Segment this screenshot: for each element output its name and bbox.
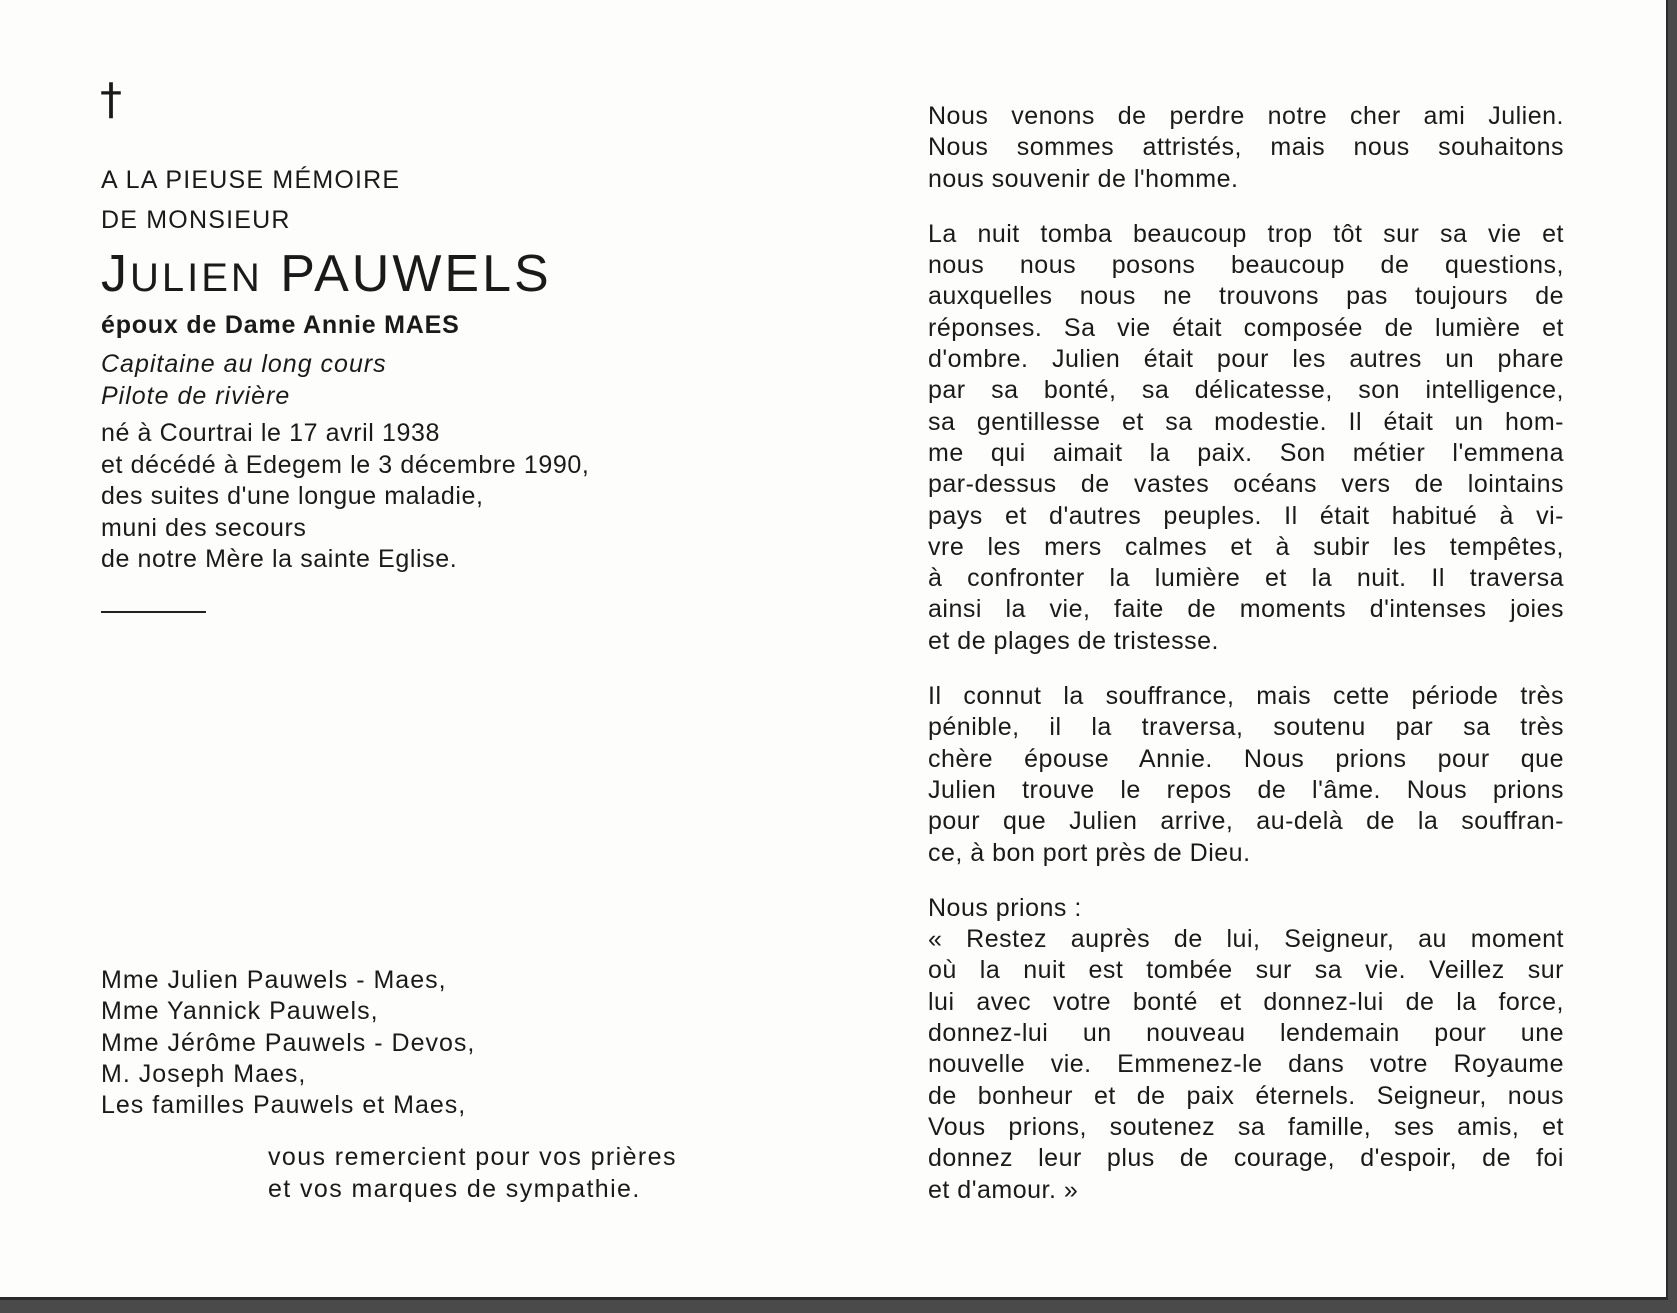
text-line: Julien trouve le repos de l'âme. Nous prions [928, 775, 1564, 804]
text-line: chère épouse Annie. Nous prions pour que [928, 744, 1564, 773]
text-line: nous souvenir de l'homme. [928, 164, 1239, 193]
heading-line-2: DE MONSIEUR [101, 206, 291, 234]
deceased-name [101, 244, 821, 308]
text-line: pays et d'autres peuples. Il était habitué à vi- [928, 501, 1564, 530]
family-member: Mme Jérôme Pauwels - Devos, [101, 1028, 476, 1057]
text-line: me qui aimait la paix. Son métier l'emmena [928, 438, 1564, 467]
heading-line-1: A LA PIEUSE MÉMOIRE [101, 166, 401, 194]
bio-block [101, 418, 821, 576]
bio-line: et décédé à Edegem le 3 décembre 1990, [101, 450, 590, 479]
text-line: d'ombre. Julien était pour les autres un phare [928, 345, 1564, 374]
thanks-line: et vos marques de sympathie. [268, 1174, 641, 1203]
paragraph [928, 101, 1564, 195]
family-member: Mme Julien Pauwels - Maes, [101, 966, 447, 994]
name-last: PAUWELS [280, 245, 552, 303]
text-line: par sa bonté, sa délicatesse, son intelligence, [928, 376, 1564, 405]
text-line: où la nuit est tombée sur sa vie. Veillez sur [928, 956, 1564, 985]
text-line: à confronter la lumière et la nuit. Il traversa [928, 564, 1564, 593]
text-line: ainsi la vie, faite de moments d'intenses joies [928, 595, 1564, 624]
family-member: M. Joseph Maes, [101, 1059, 307, 1088]
bio-line: de notre Mère la sainte Eglise. [101, 545, 458, 573]
text-line: nous nous posons beaucoup de questions, [928, 251, 1564, 280]
text-line: Il connut la souffrance, mais cette période très [928, 682, 1564, 711]
name-first-initial: J [101, 245, 130, 303]
text-line: Nous prions : [928, 893, 1082, 922]
text-line: donnez leur plus de courage, d'espoir, de foi [928, 1144, 1564, 1173]
left-column [101, 160, 821, 576]
family-member: Les familles Pauwels et Maes, [101, 1091, 467, 1120]
name-first-rest: ULIEN [130, 256, 263, 300]
text-line: Vous prions, soutenez sa famille, ses amis, et [928, 1112, 1564, 1141]
text-line: sa gentillesse et sa modestie. Il était un hom- [928, 407, 1564, 436]
text-line: vre les mers calmes et à subir les tempêtes, [928, 532, 1564, 561]
text-line: nouvelle vie. Emmenez-le dans votre Royaume [928, 1050, 1564, 1079]
thanks-line: vous remercient pour vos prières [268, 1143, 677, 1171]
right-column [928, 101, 1564, 1230]
bio-line: né à Courtrai le 17 avril 1938 [101, 419, 441, 447]
text-line: « Restez auprès de lui, Seigneur, au moment [928, 925, 1564, 954]
bio-line: des suites d'une longue maladie, [101, 482, 484, 510]
family-list [101, 965, 475, 1121]
text-line: de bonheur et de paix éternels. Seigneur, nous [928, 1081, 1564, 1110]
text-line: auxquelles nous ne trouvons pas toujours de [928, 282, 1564, 311]
text-line: et de plages de tristesse. [928, 626, 1219, 655]
text-line: La nuit tomba beaucoup trop tôt sur sa vie et [928, 219, 1564, 248]
occupation-line: Capitaine au long cours [101, 350, 387, 378]
spouse-line: époux de Dame Annie MAES [101, 311, 460, 339]
text-line: lui avec votre bonté et donnez-lui de la force, [928, 987, 1564, 1016]
text-line: Nous venons de perdre notre cher ami Julien. [928, 102, 1564, 130]
bio-line: muni des secours [101, 513, 307, 542]
text-line: pour que Julien arrive, au-delà de la souffran- [928, 807, 1564, 836]
text-line: par-dessus de vastes océans vers de lointains [928, 470, 1564, 499]
text-line: ce, à bon port près de Dieu. [928, 838, 1251, 867]
cross-icon: † [100, 74, 122, 125]
occupation-line: Pilote de rivière [101, 382, 291, 410]
text-line: donnez-lui un nouveau lendemain pour une [928, 1019, 1564, 1048]
prayer-paragraph [928, 893, 1564, 1206]
text-line: Nous sommes attristés, mais nous souhaitons [928, 133, 1564, 162]
occupation-titles [101, 348, 821, 412]
family-member: Mme Yannick Pauwels, [101, 997, 379, 1026]
thanks-note [268, 1142, 677, 1205]
paragraph [928, 219, 1564, 657]
text-line: pénible, il la traversa, soutenu par sa très [928, 713, 1564, 742]
paragraph [928, 681, 1564, 869]
text-line: réponses. Sa vie était composée de lumière et [928, 313, 1564, 342]
text-line: et d'amour. » [928, 1175, 1079, 1204]
divider [101, 611, 206, 613]
